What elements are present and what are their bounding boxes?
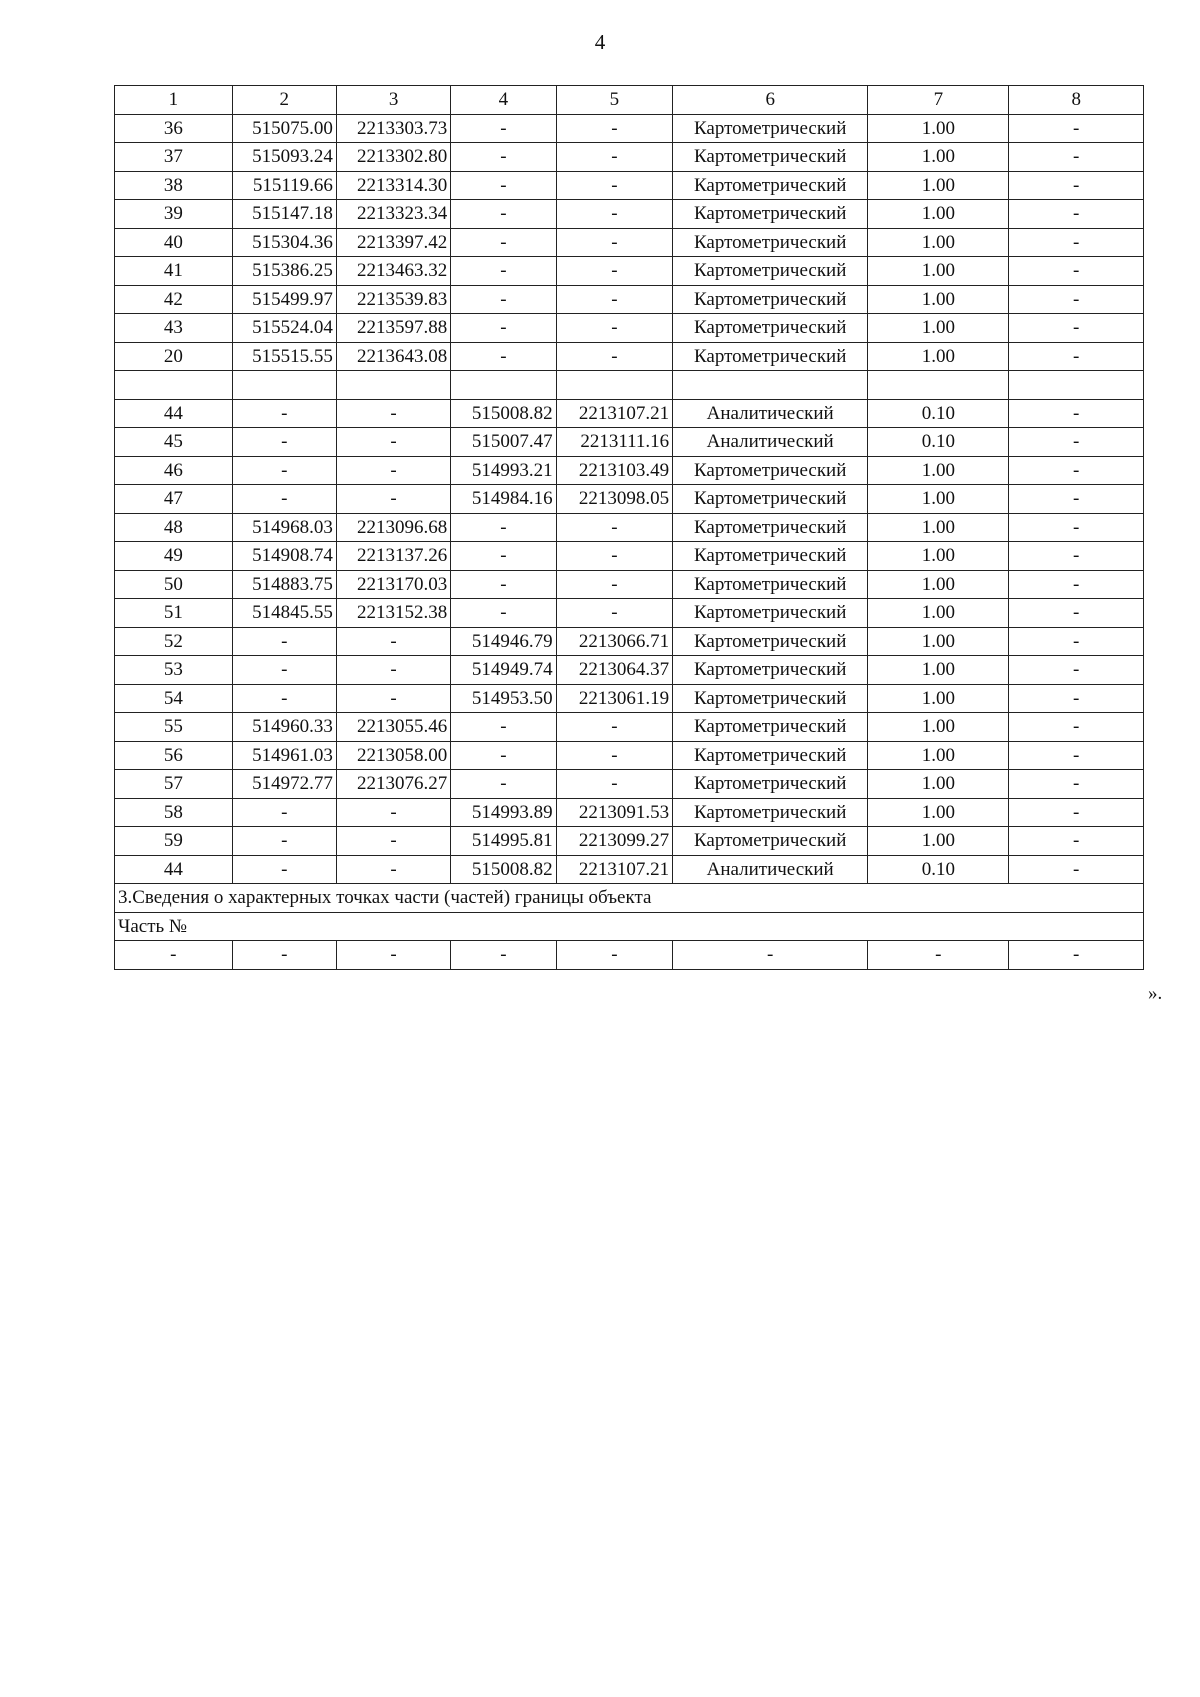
table-cell: 48 [115,513,233,542]
table-cell: 515008.82 [451,399,556,428]
table-cell: 44 [115,399,233,428]
table-cell: Картометрический [673,200,868,229]
table-cell: - [451,542,556,571]
table-cell: 514993.21 [451,456,556,485]
table-cell: 2213539.83 [336,285,450,314]
table-cell: 0.10 [868,855,1009,884]
table-cell: - [1009,200,1144,229]
table-row [115,684,1144,713]
table-cell: - [232,798,336,827]
table-row [115,855,1144,884]
table-cell: Картометрический [673,285,868,314]
table-cell: Картометрический [673,741,868,770]
table-cell: - [232,399,336,428]
table-row [115,285,1144,314]
section-title-row [115,884,1144,913]
table-cell: - [336,941,450,970]
table-cell: 40 [115,228,233,257]
page-number: 4 [594,30,606,54]
table-cell: - [556,542,673,571]
table-body [115,114,1144,884]
table-cell: 1.00 [868,684,1009,713]
table-cell: - [336,684,450,713]
table-cell: Картометрический [673,257,868,286]
table-cell: - [673,941,868,970]
table-cell: - [336,798,450,827]
table-cell: 2213098.05 [556,485,673,514]
table-row [115,827,1144,856]
table-row [115,114,1144,143]
table-row [115,399,1144,428]
table-cell: - [556,770,673,799]
table-row [115,627,1144,656]
table-cell: Картометрический [673,627,868,656]
table-cell: - [1009,656,1144,685]
table-cell: - [451,200,556,229]
table-cell: - [556,513,673,542]
table-cell: 46 [115,456,233,485]
table-cell: 2213111.16 [556,428,673,457]
table-cell: 2213643.08 [336,342,450,371]
table-cell: - [1009,171,1144,200]
table-cell: 43 [115,314,233,343]
table-cell: 57 [115,770,233,799]
table-cell: - [868,941,1009,970]
table-cell: 1.00 [868,314,1009,343]
table-cell: - [1009,314,1144,343]
table-cell: - [1009,228,1144,257]
table-cell: 51 [115,599,233,628]
table-cell: 1.00 [868,257,1009,286]
table-cell: - [1009,570,1144,599]
table-cell: - [232,684,336,713]
table-cell: 41 [115,257,233,286]
table-cell: - [1009,257,1144,286]
table-cell: 2213152.38 [336,599,450,628]
table-cell: - [336,855,450,884]
part-label: Часть № [115,912,1144,941]
table-row [115,342,1144,371]
table-cell: 515007.47 [451,428,556,457]
table-row [115,485,1144,514]
table-row [115,656,1144,685]
table-cell: - [232,827,336,856]
table-cell: 39 [115,200,233,229]
column-number: 5 [556,86,673,115]
table-cell: - [232,941,336,970]
table-cell: 1.00 [868,285,1009,314]
table-cell: - [556,257,673,286]
table-cell: 2213091.53 [556,798,673,827]
table-cell: - [556,285,673,314]
table-cell: 56 [115,741,233,770]
table-cell: 2213061.19 [556,684,673,713]
empty-part-row [115,941,1144,970]
table-cell: 514995.81 [451,827,556,856]
table-cell: - [451,941,556,970]
table-cell: 54 [115,684,233,713]
table-cell: - [1009,542,1144,571]
table-cell [556,371,673,400]
column-number: 4 [451,86,556,115]
table-cell: 55 [115,713,233,742]
table-cell: - [336,627,450,656]
table-cell: 515119.66 [232,171,336,200]
table-cell: - [336,456,450,485]
table-cell: 2213058.00 [336,741,450,770]
table-cell: - [556,570,673,599]
table-cell: 2213107.21 [556,855,673,884]
table-cell: 36 [115,114,233,143]
table-cell: 514953.50 [451,684,556,713]
table-cell: 2213099.27 [556,827,673,856]
table-cell: 514883.75 [232,570,336,599]
column-number: 2 [232,86,336,115]
table-cell: Картометрический [673,542,868,571]
table-cell: - [1009,285,1144,314]
table-cell [868,371,1009,400]
table-cell: 1.00 [868,827,1009,856]
table-cell: 1.00 [868,143,1009,172]
table-cell: - [336,656,450,685]
table-cell: 515093.24 [232,143,336,172]
table-cell: 0.10 [868,399,1009,428]
table-cell: - [232,855,336,884]
table-cell: Картометрический [673,485,868,514]
table-cell: - [451,599,556,628]
table-row [115,542,1144,571]
table-cell: 1.00 [868,171,1009,200]
table-cell: 1.00 [868,228,1009,257]
table-cell: - [556,342,673,371]
table-cell: - [1009,114,1144,143]
column-number: 3 [336,86,450,115]
table-cell: - [451,114,556,143]
table-cell: Картометрический [673,143,868,172]
table-cell: Картометрический [673,656,868,685]
table-cell: - [556,228,673,257]
table-row [115,228,1144,257]
table-cell: 515075.00 [232,114,336,143]
table-cell: Картометрический [673,456,868,485]
table-cell: 2213463.32 [336,257,450,286]
table-cell: 514972.77 [232,770,336,799]
table-cell: - [1009,684,1144,713]
table-cell: - [232,456,336,485]
table-row [115,456,1144,485]
table-cell: - [1009,342,1144,371]
table-cell: 2213597.88 [336,314,450,343]
table-cell: 1.00 [868,200,1009,229]
table-cell: 514946.79 [451,627,556,656]
table-cell: 2213170.03 [336,570,450,599]
table-cell: - [451,570,556,599]
table-cell: 2213103.49 [556,456,673,485]
table-cell: - [336,428,450,457]
table-cell: Картометрический [673,713,868,742]
table-cell: - [1009,399,1144,428]
table-cell: 515524.04 [232,314,336,343]
table-cell: - [451,285,556,314]
table-cell: 514908.74 [232,542,336,571]
table-cell: - [1009,456,1144,485]
table-cell: 44 [115,855,233,884]
table-row [115,513,1144,542]
table-cell: 2213137.26 [336,542,450,571]
table-cell: - [1009,798,1144,827]
table-cell: 2213055.46 [336,713,450,742]
table-row [115,741,1144,770]
table-cell: - [451,741,556,770]
table-cell: - [232,627,336,656]
table-cell: - [556,200,673,229]
table-cell: 58 [115,798,233,827]
table-cell: Картометрический [673,770,868,799]
table-cell: Картометрический [673,827,868,856]
table-cell: - [556,314,673,343]
table-row [115,428,1144,457]
table-cell: 2213096.68 [336,513,450,542]
table-cell: 1.00 [868,513,1009,542]
table-cell: 515147.18 [232,200,336,229]
table-cell: 59 [115,827,233,856]
table-cell: - [1009,713,1144,742]
table-cell: 1.00 [868,627,1009,656]
table-cell: - [556,114,673,143]
table-cell: - [232,485,336,514]
table-cell: 1.00 [868,656,1009,685]
table-cell: - [451,342,556,371]
table-cell: 45 [115,428,233,457]
table-cell: 2213314.30 [336,171,450,200]
table-cell: Аналитический [673,428,868,457]
column-number: 1 [115,86,233,115]
column-number: 7 [868,86,1009,115]
table-cell: - [556,713,673,742]
table-row [115,770,1144,799]
section-title: 3.Сведения о характерных точках части (частей) границы объекта [115,884,1144,913]
table-row [115,314,1144,343]
table-cell: 515386.25 [232,257,336,286]
table-cell: 2213323.34 [336,200,450,229]
table-cell: 50 [115,570,233,599]
table-cell: - [451,713,556,742]
table-cell: Картометрический [673,114,868,143]
table-cell: 514845.55 [232,599,336,628]
table-cell: 515008.82 [451,855,556,884]
table-cell [336,371,450,400]
table-cell: - [1009,143,1144,172]
table-row [115,171,1144,200]
table-cell: - [1009,741,1144,770]
table-cell [232,371,336,400]
characteristic-points-table [114,85,1144,970]
table-cell: - [336,485,450,514]
table-cell: - [451,257,556,286]
table-cell: Картометрический [673,599,868,628]
table-cell: - [1009,485,1144,514]
table-cell: 47 [115,485,233,514]
table-row [115,143,1144,172]
table-cell: - [556,143,673,172]
table-cell: Картометрический [673,342,868,371]
table-cell: 49 [115,542,233,571]
table-cell: 52 [115,627,233,656]
table-cell: - [556,599,673,628]
table-cell: 1.00 [868,770,1009,799]
table-cell: 514960.33 [232,713,336,742]
table-cell: - [1009,599,1144,628]
table-cell [673,371,868,400]
table-cell: 515499.97 [232,285,336,314]
table-cell: 514961.03 [232,741,336,770]
table-cell: 1.00 [868,342,1009,371]
table-cell: - [1009,855,1144,884]
table-cell: 53 [115,656,233,685]
closing-quote: ». [1148,983,1163,1004]
table-cell: - [451,770,556,799]
table-cell: - [556,941,673,970]
table-cell: - [451,171,556,200]
column-number-row [115,86,1144,115]
column-number: 6 [673,86,868,115]
table-cell: 1.00 [868,741,1009,770]
table-cell: Картометрический [673,171,868,200]
table-cell: 1.00 [868,713,1009,742]
table-cell: 2213076.27 [336,770,450,799]
table-cell: Картометрический [673,513,868,542]
table-cell: Картометрический [673,314,868,343]
table-cell: 515304.36 [232,228,336,257]
table-cell: 1.00 [868,456,1009,485]
table-row [115,371,1144,400]
table-cell: Аналитический [673,855,868,884]
table-cell: 2213064.37 [556,656,673,685]
table-cell: - [115,941,233,970]
table-cell: - [451,513,556,542]
table-cell: 1.00 [868,485,1009,514]
table-cell: Аналитический [673,399,868,428]
part-label-row [115,912,1144,941]
table-cell: - [556,171,673,200]
table-cell: 1.00 [868,114,1009,143]
table-cell: - [1009,827,1144,856]
table-cell: - [1009,627,1144,656]
table-cell: Картометрический [673,798,868,827]
table-cell: 1.00 [868,542,1009,571]
table-cell: 42 [115,285,233,314]
table-cell: 514993.89 [451,798,556,827]
table-cell: 514984.16 [451,485,556,514]
table-cell: - [451,143,556,172]
table-cell: 2213303.73 [336,114,450,143]
table-cell: 514968.03 [232,513,336,542]
column-number: 8 [1009,86,1144,115]
table-cell: - [556,741,673,770]
table-cell: 515515.55 [232,342,336,371]
table-cell: 20 [115,342,233,371]
table-cell: - [1009,513,1144,542]
table-cell: 37 [115,143,233,172]
table-cell: Картометрический [673,228,868,257]
table-row [115,570,1144,599]
table-row [115,200,1144,229]
table-row [115,713,1144,742]
table-cell: - [232,656,336,685]
table-cell: Картометрический [673,570,868,599]
table-cell: - [451,228,556,257]
table-cell: - [232,428,336,457]
table-cell: 1.00 [868,798,1009,827]
table-cell: 2213302.80 [336,143,450,172]
table-cell: 2213107.21 [556,399,673,428]
table-cell: - [1009,941,1144,970]
table-cell: - [336,827,450,856]
table-cell: - [1009,428,1144,457]
table-cell: 0.10 [868,428,1009,457]
table-cell: Картометрический [673,684,868,713]
table-cell [1009,371,1144,400]
table-cell: 38 [115,171,233,200]
table-cell: 1.00 [868,570,1009,599]
table-row [115,599,1144,628]
table-row [115,798,1144,827]
table-cell: 1.00 [868,599,1009,628]
table-cell: - [336,399,450,428]
table-cell [115,371,233,400]
table-cell: 2213066.71 [556,627,673,656]
table-cell [451,371,556,400]
table-cell: 2213397.42 [336,228,450,257]
table-cell: - [451,314,556,343]
table-cell: - [1009,770,1144,799]
table-cell: 514949.74 [451,656,556,685]
table-row [115,257,1144,286]
